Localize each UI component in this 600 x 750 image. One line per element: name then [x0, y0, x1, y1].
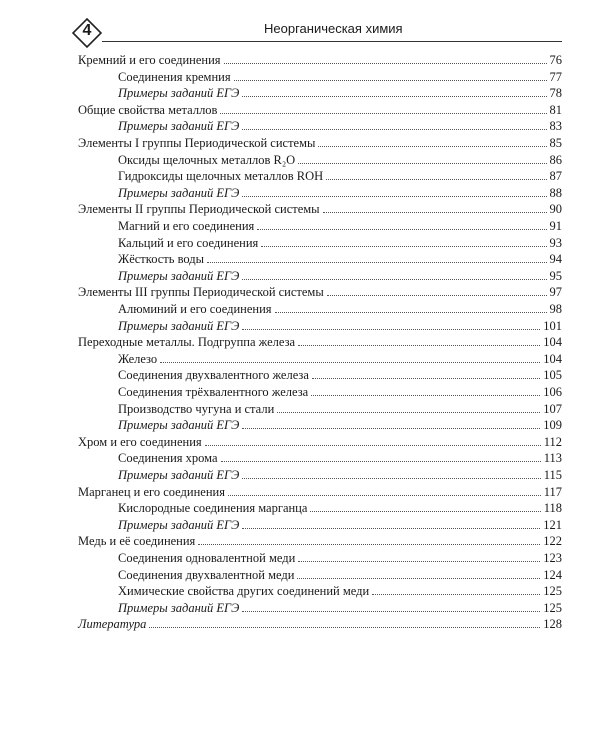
toc-entry-title: Химические свойства других соединений меди: [118, 584, 370, 599]
toc-entry-page: 124: [543, 567, 562, 582]
toc-leader-dots: [275, 302, 547, 313]
toc-entry: [118, 301, 562, 318]
toc-entry-title: Примеры заданий ЕГЭ: [118, 517, 240, 532]
toc-leader-dots: [228, 485, 541, 496]
toc-entry-page: 123: [543, 551, 562, 565]
toc-entry-title: Марганец и его соединения: [78, 484, 225, 499]
toc-leader-dots: [242, 518, 540, 529]
toc-entry-page: 88: [549, 185, 562, 200]
toc-leader-dots: [298, 551, 540, 562]
toc-entry: [78, 434, 562, 451]
toc-entry-page: 125: [543, 584, 562, 599]
toc-entry: [118, 417, 562, 434]
toc-entry: [118, 450, 562, 467]
toc-entry: [118, 69, 562, 86]
toc-entry-page: 98: [549, 302, 562, 316]
toc-leader-dots: [297, 568, 540, 579]
toc-leader-dots: [242, 186, 546, 197]
toc-entry-title: Железо: [118, 351, 158, 366]
toc-entry-title: Гидроксиды щелочных металлов ROH: [118, 169, 324, 184]
toc-entry-page: 113: [543, 451, 562, 466]
toc-entry: [118, 235, 562, 252]
toc-entry: [118, 517, 562, 534]
toc-entry-page: 91: [549, 219, 562, 233]
toc-entry-title: Медь и её соединения: [78, 534, 196, 549]
toc-entry: [78, 102, 562, 119]
toc-leader-dots: [257, 219, 546, 230]
page-number-badge: [72, 18, 102, 48]
toc-entry-page: 115: [543, 468, 562, 482]
toc-entry: [78, 201, 562, 218]
toc-entry-title: Элементы II группы Периодической системы: [78, 202, 320, 217]
toc-leader-dots: [298, 153, 546, 164]
toc-entry-page: 117: [543, 484, 562, 499]
toc-entry: [78, 334, 562, 351]
toc-entry-title: Примеры заданий ЕГЭ: [118, 86, 240, 101]
toc-entry-page: 118: [543, 501, 562, 516]
toc-entry-page: 97: [549, 285, 562, 300]
running-title: Неорганическая химия: [264, 21, 403, 36]
toc-entry: [118, 467, 562, 484]
toc-entry: [118, 152, 562, 169]
toc-entry-title: Элементы III группы Периодической системы: [78, 285, 324, 300]
toc-entry-title: Общие свойства металлов: [78, 102, 218, 117]
toc-leader-dots: [372, 584, 540, 595]
page-number: 4: [82, 22, 92, 39]
toc-entry: [78, 52, 562, 69]
toc-leader-dots: [224, 53, 547, 64]
toc-leader-dots: [242, 319, 540, 330]
toc-entry-page: 128: [543, 617, 562, 632]
toc-entry: [118, 401, 562, 418]
toc-entry: [118, 351, 562, 368]
toc-entry: [118, 318, 562, 335]
toc-entry: [118, 118, 562, 135]
toc-leader-dots: [205, 435, 541, 446]
toc-leader-dots: [242, 601, 540, 612]
toc-entry-title: Оксиды щелочных металлов R₂O: [118, 152, 296, 167]
toc-entry-title: Соединения одновалентной меди: [118, 551, 296, 565]
toc-entry: [78, 135, 562, 152]
toc-entry-page: 125: [543, 600, 562, 615]
page-header: [0, 0, 600, 50]
toc-leader-dots: [220, 103, 546, 114]
toc-entry: [118, 567, 562, 584]
toc-entry: [118, 600, 562, 617]
toc-entry-page: 104: [543, 335, 562, 350]
toc-leader-dots: [327, 285, 547, 296]
toc-entry: [118, 583, 562, 600]
toc-leader-dots: [242, 468, 540, 479]
toc-leader-dots: [326, 169, 546, 180]
toc-entry-title: Кальций и его соединения: [118, 235, 259, 250]
toc-leader-dots: [207, 252, 546, 263]
toc-entry: [118, 500, 562, 517]
toc-leader-dots: [149, 617, 540, 628]
toc-entry-page: 94: [549, 252, 562, 267]
toc-entry-title: Алюминий и его соединения: [118, 302, 272, 316]
toc-leader-dots: [312, 368, 540, 379]
toc-entry-page: 106: [543, 385, 562, 399]
toc-entry: [118, 185, 562, 202]
toc-entry-page: 76: [549, 53, 562, 67]
toc-entry-page: 121: [543, 517, 562, 532]
toc-leader-dots: [242, 418, 540, 429]
toc-entry-title: Примеры заданий ЕГЭ: [118, 318, 240, 333]
toc-leader-dots: [323, 202, 547, 213]
toc-entry: [78, 484, 562, 501]
toc-leader-dots: [160, 352, 540, 363]
toc-entry-page: 87: [549, 169, 562, 184]
toc-entry-title: Литература: [78, 617, 147, 632]
toc-entry-title: Элементы I группы Периодической системы: [78, 136, 316, 150]
toc-entry-title: Жёсткость воды: [118, 252, 205, 267]
toc-entry-page: 107: [543, 401, 562, 416]
toc-entry-page: 112: [543, 434, 562, 449]
toc-entry-page: 77: [549, 69, 562, 84]
toc-entry-title: Примеры заданий ЕГЭ: [118, 418, 240, 433]
toc-entry-page: 104: [543, 351, 562, 366]
toc-entry-title: Соединения кремния: [118, 69, 231, 84]
toc-entry: [118, 218, 562, 235]
toc-entry-title: Кремний и его соединения: [78, 53, 221, 67]
toc-entry: [118, 384, 562, 401]
toc-entry-page: 81: [549, 102, 562, 117]
toc-entry-title: Соединения хрома: [118, 451, 218, 466]
toc-entry: [78, 616, 562, 633]
toc-entry-title: Соединения двухвалентной меди: [118, 567, 295, 582]
toc-leader-dots: [261, 236, 546, 247]
toc-entry-title: Соединения трёхвалентного железа: [118, 385, 309, 399]
toc-entry: [118, 550, 562, 567]
toc-entry-title: Хром и его соединения: [78, 434, 202, 449]
toc-entry-page: 86: [549, 152, 562, 167]
toc-entry-page: 122: [543, 534, 562, 549]
toc-entry: [118, 85, 562, 102]
toc-entry-title: Примеры заданий ЕГЭ: [118, 600, 240, 615]
toc-leader-dots: [221, 451, 541, 462]
toc-entry: [118, 268, 562, 285]
toc-leader-dots: [311, 385, 540, 396]
toc-entry: [118, 367, 562, 384]
toc-leader-dots: [298, 335, 540, 346]
toc-entry-title: Кислородные соединения марганца: [118, 501, 308, 516]
toc-entry-page: 93: [549, 235, 562, 250]
toc-leader-dots: [277, 402, 540, 413]
toc-entry-title: Примеры заданий ЕГЭ: [118, 468, 240, 482]
toc-entry-page: 105: [543, 368, 562, 383]
toc-entry-title: Переходные металлы. Подгруппа железа: [78, 335, 296, 350]
toc-entry-page: 83: [549, 119, 562, 134]
toc-entry-title: Примеры заданий ЕГЭ: [118, 185, 240, 200]
toc-entry-title: Соединения двухвалентного железа: [118, 368, 309, 383]
toc-leader-dots: [198, 534, 540, 545]
toc-entry: [118, 251, 562, 268]
toc-entry: [78, 533, 562, 550]
toc-leader-dots: [234, 70, 547, 81]
header-rule: [102, 41, 562, 42]
toc-entry-page: 95: [549, 268, 562, 283]
toc-leader-dots: [318, 136, 546, 147]
toc-entry-title: Примеры заданий ЕГЭ: [118, 268, 240, 283]
toc-entry-page: 109: [543, 418, 562, 433]
toc-entry: [78, 284, 562, 301]
toc-entry-page: 101: [543, 318, 562, 333]
toc-leader-dots: [310, 501, 540, 512]
toc-leader-dots: [242, 86, 546, 97]
toc-entry-title: Примеры заданий ЕГЭ: [118, 119, 240, 134]
toc-entry-title: Производство чугуна и стали: [118, 401, 275, 416]
toc-entry: [118, 168, 562, 185]
toc-entry-page: 85: [549, 136, 562, 150]
toc-entry-page: 78: [549, 86, 562, 101]
toc-entry-title: Магний и его соединения: [118, 219, 255, 233]
toc-leader-dots: [242, 269, 546, 280]
toc-entry-page: 90: [549, 202, 562, 217]
toc-leader-dots: [242, 119, 546, 130]
